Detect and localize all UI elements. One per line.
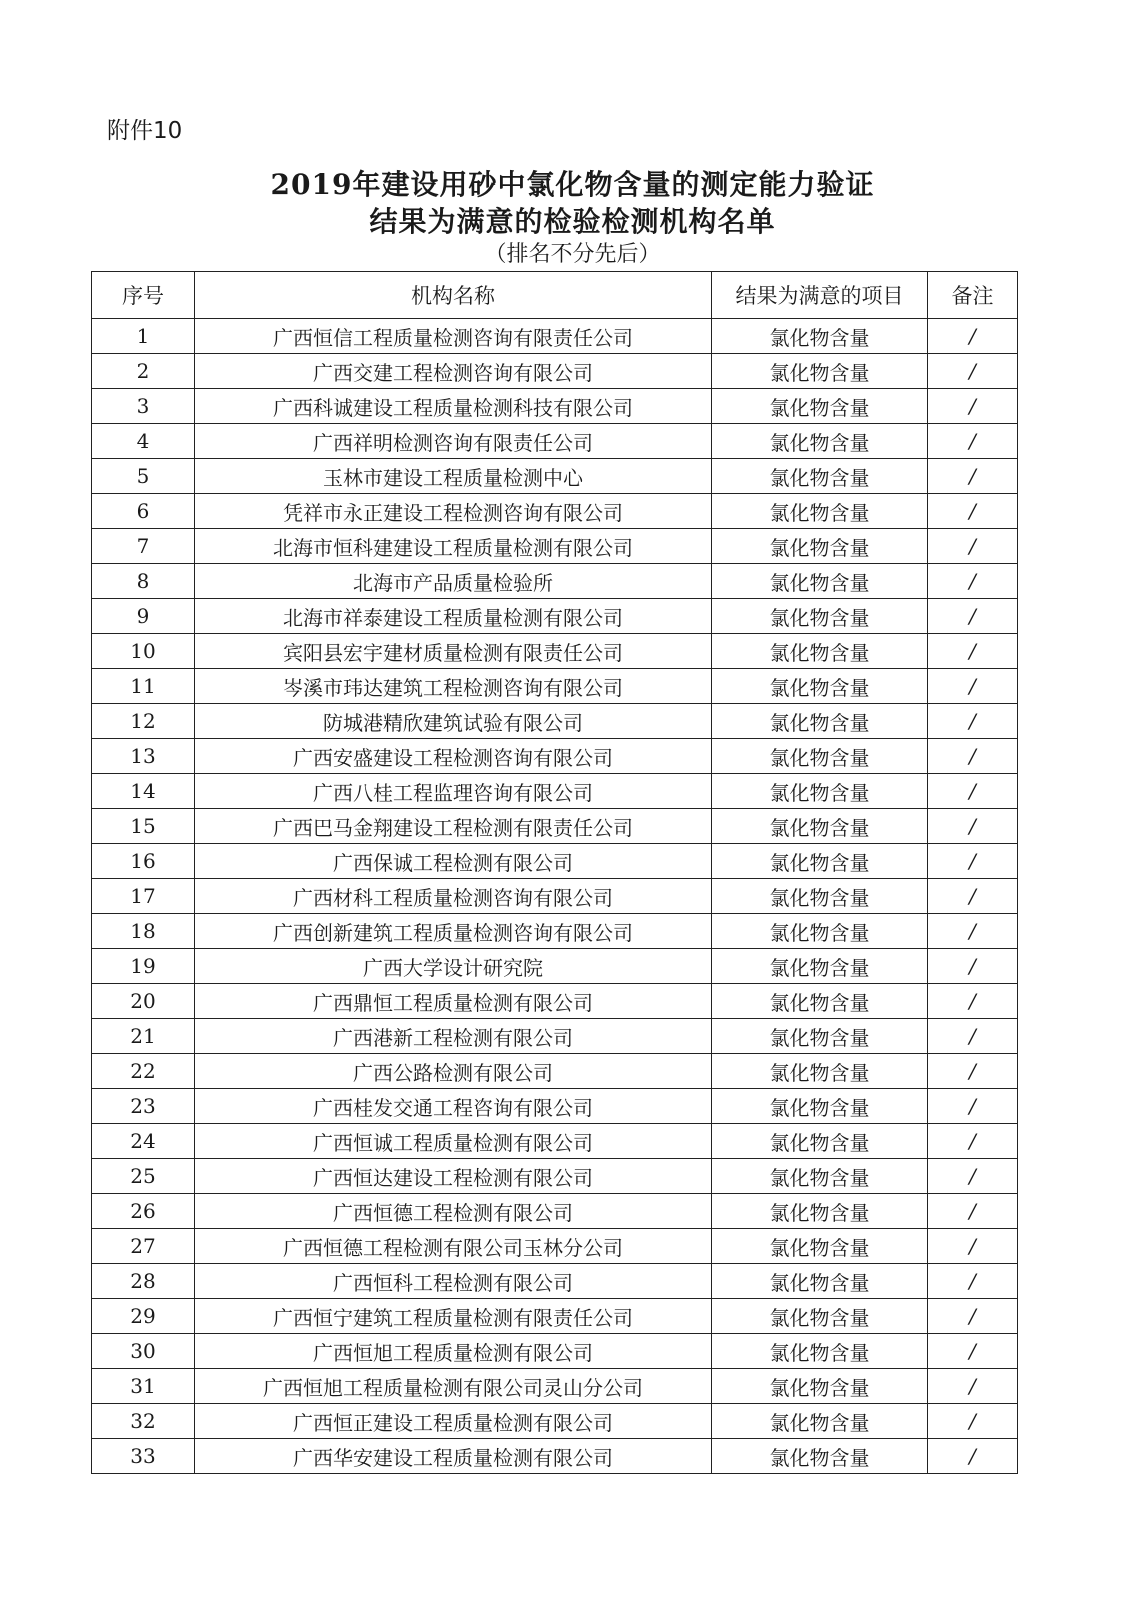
row-number-cell: 26 [92,1194,195,1229]
project-cell: 氯化物含量 [712,949,928,984]
institution-table [91,271,1018,1474]
row-number-cell: 17 [92,879,195,914]
project-cell: 氯化物含量 [712,459,928,494]
project-cell: 氯化物含量 [712,1194,928,1229]
institution-name-cell: 广西祥明检测咨询有限责任公司 [195,424,712,459]
institution-name-cell: 广西恒信工程质量检测咨询有限责任公司 [195,319,712,354]
note-cell: / [928,494,1018,529]
note-cell: / [928,1054,1018,1089]
row-number-cell: 15 [92,809,195,844]
institution-name-cell: 广西交建工程检测咨询有限公司 [195,354,712,389]
project-cell: 氯化物含量 [712,389,928,424]
project-cell: 氯化物含量 [712,984,928,1019]
table-row [92,529,1018,564]
institution-name-cell: 广西恒德工程检测有限公司 [195,1194,712,1229]
table-row [92,1299,1018,1334]
table-row [92,354,1018,389]
project-cell: 氯化物含量 [712,844,928,879]
table-row [92,739,1018,774]
row-number-cell: 19 [92,949,195,984]
table-row [92,1089,1018,1124]
institution-name-cell: 广西港新工程检测有限公司 [195,1019,712,1054]
row-number-cell: 24 [92,1124,195,1159]
project-cell: 氯化物含量 [712,1089,928,1124]
project-cell: 氯化物含量 [712,809,928,844]
note-cell: / [928,1264,1018,1299]
row-number-cell: 5 [92,459,195,494]
note-cell: / [928,529,1018,564]
project-cell: 氯化物含量 [712,1299,928,1334]
document-subtitle: （排名不分先后） [484,242,661,267]
institution-name-cell: 广西恒达建设工程检测有限公司 [195,1159,712,1194]
note-cell: / [928,809,1018,844]
institution-name-cell: 广西恒旭工程质量检测有限公司 [195,1334,712,1369]
row-number-cell: 2 [92,354,195,389]
note-cell: / [928,354,1018,389]
table-row [92,1019,1018,1054]
table-row [92,774,1018,809]
row-number-cell: 14 [92,774,195,809]
institution-name-cell: 北海市恒科建建设工程质量检测有限公司 [195,529,712,564]
note-cell: / [928,319,1018,354]
institution-name-cell: 广西巴马金翔建设工程检测有限责任公司 [195,809,712,844]
institution-name-cell: 广西恒德工程检测有限公司玉林分公司 [195,1229,712,1264]
table-row [92,984,1018,1019]
row-number-cell: 3 [92,389,195,424]
note-cell: / [928,424,1018,459]
table-row [92,459,1018,494]
institution-name-cell: 广西恒旭工程质量检测有限公司灵山分公司 [195,1369,712,1404]
project-cell: 氯化物含量 [712,1264,928,1299]
institution-name-cell: 广西八桂工程监理咨询有限公司 [195,774,712,809]
document-title-line1: 2019年建设用砂中氯化物含量的测定能力验证 [270,168,875,201]
column-header-item: 结果为满意的项目 [712,272,928,319]
institution-name-cell: 岑溪市玮达建筑工程检测咨询有限公司 [195,669,712,704]
note-cell: / [928,774,1018,809]
row-number-cell: 10 [92,634,195,669]
note-cell: / [928,599,1018,634]
row-number-cell: 12 [92,704,195,739]
table-row [92,1054,1018,1089]
document-title-line2: 结果为满意的检验检测机构名单 [369,205,776,238]
project-cell: 氯化物含量 [712,1019,928,1054]
note-cell: / [928,704,1018,739]
row-number-cell: 29 [92,1299,195,1334]
project-cell: 氯化物含量 [712,1229,928,1264]
table-header-row [92,272,1018,319]
table-row [92,634,1018,669]
project-cell: 氯化物含量 [712,669,928,704]
institution-name-cell: 北海市祥泰建设工程质量检测有限公司 [195,599,712,634]
note-cell: / [928,1019,1018,1054]
row-number-cell: 32 [92,1404,195,1439]
row-number-cell: 16 [92,844,195,879]
table-row [92,319,1018,354]
row-number-cell: 23 [92,1089,195,1124]
table-row [92,1264,1018,1299]
table-row [92,1159,1018,1194]
row-number-cell: 28 [92,1264,195,1299]
table-row [92,564,1018,599]
institution-name-cell: 广西安盛建设工程检测咨询有限公司 [195,739,712,774]
table-body [92,319,1018,1474]
table-row [92,1439,1018,1474]
project-cell: 氯化物含量 [712,1334,928,1369]
institution-name-cell: 广西恒正建设工程质量检测有限公司 [195,1404,712,1439]
note-cell: / [928,879,1018,914]
project-cell: 氯化物含量 [712,739,928,774]
table-row [92,1229,1018,1264]
row-number-cell: 4 [92,424,195,459]
institution-name-cell: 玉林市建设工程质量检测中心 [195,459,712,494]
institution-name-cell: 广西材科工程质量检测咨询有限公司 [195,879,712,914]
attachment-label: 附件10 [107,118,183,144]
note-cell: / [928,739,1018,774]
project-cell: 氯化物含量 [712,1159,928,1194]
row-number-cell: 11 [92,669,195,704]
row-number-cell: 18 [92,914,195,949]
institution-name-cell: 凭祥市永正建设工程检测咨询有限公司 [195,494,712,529]
institution-name-cell: 广西大学设计研究院 [195,949,712,984]
project-cell: 氯化物含量 [712,494,928,529]
project-cell: 氯化物含量 [712,1124,928,1159]
note-cell: / [928,1194,1018,1229]
note-cell: / [928,389,1018,424]
note-cell: / [928,1334,1018,1369]
row-number-cell: 20 [92,984,195,1019]
institution-name-cell: 广西保诚工程检测有限公司 [195,844,712,879]
row-number-cell: 1 [92,319,195,354]
table-row [92,424,1018,459]
table-row [92,809,1018,844]
row-number-cell: 31 [92,1369,195,1404]
row-number-cell: 33 [92,1439,195,1474]
table-row [92,914,1018,949]
project-cell: 氯化物含量 [712,634,928,669]
row-number-cell: 27 [92,1229,195,1264]
table-row [92,669,1018,704]
table-row [92,1124,1018,1159]
table-row [92,704,1018,739]
institution-name-cell: 宾阳县宏宇建材质量检测有限责任公司 [195,634,712,669]
project-cell: 氯化物含量 [712,529,928,564]
note-cell: / [928,459,1018,494]
row-number-cell: 25 [92,1159,195,1194]
project-cell: 氯化物含量 [712,564,928,599]
table-row [92,1194,1018,1229]
table-row [92,494,1018,529]
table-row [92,1334,1018,1369]
institution-name-cell: 广西科诚建设工程质量检测科技有限公司 [195,389,712,424]
table-row [92,1369,1018,1404]
institution-name-cell: 防城港精欣建筑试验有限公司 [195,704,712,739]
note-cell: / [928,1404,1018,1439]
table-row [92,879,1018,914]
institution-name-cell: 广西华安建设工程质量检测有限公司 [195,1439,712,1474]
project-cell: 氯化物含量 [712,914,928,949]
note-cell: / [928,984,1018,1019]
project-cell: 氯化物含量 [712,354,928,389]
institution-name-cell: 广西恒宁建筑工程质量检测有限责任公司 [195,1299,712,1334]
note-cell: / [928,844,1018,879]
institution-name-cell: 广西鼎恒工程质量检测有限公司 [195,984,712,1019]
table-row [92,389,1018,424]
row-number-cell: 21 [92,1019,195,1054]
note-cell: / [928,634,1018,669]
row-number-cell: 6 [92,494,195,529]
note-cell: / [928,914,1018,949]
column-header-note: 备注 [928,272,1018,319]
project-cell: 氯化物含量 [712,704,928,739]
institution-name-cell: 北海市产品质量检验所 [195,564,712,599]
institution-name-cell: 广西恒科工程检测有限公司 [195,1264,712,1299]
row-number-cell: 13 [92,739,195,774]
note-cell: / [928,1229,1018,1264]
note-cell: / [928,669,1018,704]
table-row [92,1404,1018,1439]
column-header-number: 序号 [92,272,195,319]
row-number-cell: 30 [92,1334,195,1369]
project-cell: 氯化物含量 [712,424,928,459]
project-cell: 氯化物含量 [712,599,928,634]
project-cell: 氯化物含量 [712,1369,928,1404]
table-row [92,949,1018,984]
project-cell: 氯化物含量 [712,879,928,914]
note-cell: / [928,1299,1018,1334]
project-cell: 氯化物含量 [712,1404,928,1439]
institution-name-cell: 广西创新建筑工程质量检测咨询有限公司 [195,914,712,949]
row-number-cell: 7 [92,529,195,564]
note-cell: / [928,1369,1018,1404]
project-cell: 氯化物含量 [712,319,928,354]
project-cell: 氯化物含量 [712,774,928,809]
column-header-name: 机构名称 [195,272,712,319]
project-cell: 氯化物含量 [712,1054,928,1089]
institution-name-cell: 广西公路检测有限公司 [195,1054,712,1089]
note-cell: / [928,1124,1018,1159]
note-cell: / [928,1439,1018,1474]
project-cell: 氯化物含量 [712,1439,928,1474]
note-cell: / [928,949,1018,984]
institution-name-cell: 广西桂发交通工程咨询有限公司 [195,1089,712,1124]
institution-name-cell: 广西恒诚工程质量检测有限公司 [195,1124,712,1159]
note-cell: / [928,1089,1018,1124]
table-row [92,599,1018,634]
row-number-cell: 22 [92,1054,195,1089]
note-cell: / [928,564,1018,599]
table-row [92,844,1018,879]
note-cell: / [928,1159,1018,1194]
row-number-cell: 8 [92,564,195,599]
row-number-cell: 9 [92,599,195,634]
